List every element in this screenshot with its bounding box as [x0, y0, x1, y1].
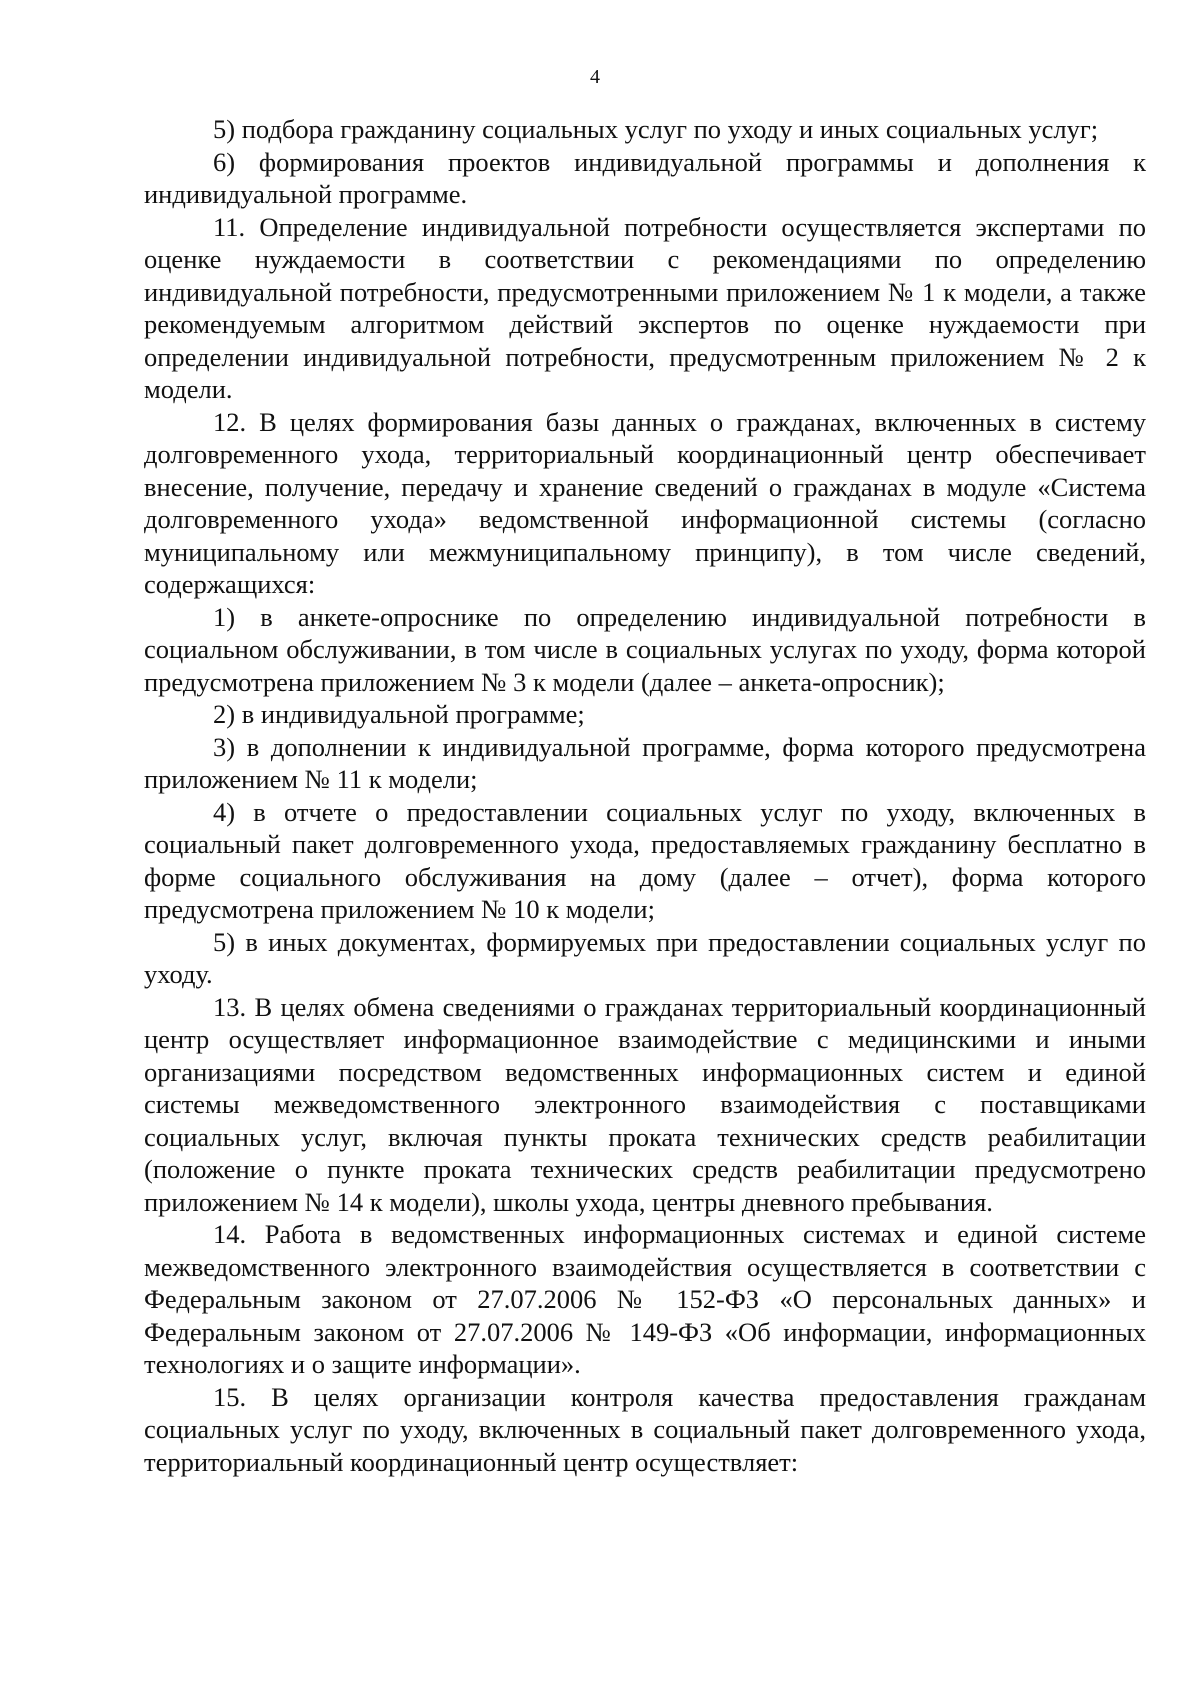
clause-12-item-4: 4) в отчете о предоставлении социальных услуг по уходу, включенных в социальный пакет долговременного ухода, предоставляемых гражданину бесплатно в форме социального обслуживания на дому (далее – отчет), форма которого предусмотрена приложением № 10 к модели; — [144, 796, 1146, 924]
clause-12-item-2: 2) в индивидуальной программе; — [213, 699, 585, 729]
list-item-6-projects: 6) формирования проектов индивидуальной программы и дополнения к индивидуальной программе. — [144, 146, 1146, 209]
clause-11: 11. Определение индивидуальной потребности осуществляется экспертами по оценке нуждаемости в соответствии с рекомендациями по определению индивидуальной потребности, предусмотренными приложением № 1 к модели, а также рекомендуемым алгоритмом действий экспертов по оценке нуждаемости при определении индивидуальной потребности, предусмотренным приложением № 2 к модели. — [144, 211, 1146, 404]
clause-13: 13. В целях обмена сведениями о гражданах территориальный координационный центр осуществляет информационное взаимодействие с медицинскими и иными организациями посредством ведомственных информационных систем и единой системы межведомственного электронного взаимодействия с поставщиками социальных услуг, включая пункты проката технических средств реабилитации (положение о пункте проката технических средств реабилитации предусмотрено приложением № 14 к модели), школы ухода, центры дневного пребывания. — [144, 991, 1146, 1217]
clause-12-item-3: 3) в дополнении к индивидуальной программе, форма которого предусмотрена приложением № 11 к модели; — [144, 731, 1146, 794]
clause-14: 14. Работа в ведомственных информационных системах и единой системе межведомственного электронного взаимодействия осуществляется в соответствии с Федеральным законом от 27.07.2006 № 152-ФЗ «О персональных данных» и Федеральным законом от 27.07.2006 № 149-ФЗ «Об информации, информационных технологиях и о защите информации». — [144, 1219, 1146, 1379]
clause-12: 12. В целях формирования базы данных о гражданах, включенных в систему долговременного ухода, территориальный координационный центр обеспечивает внесение, получение, передачу и хранение сведений о гражданах в модуле «Система долговременного ухода» ведомственной информационной системы (согласно муниципальному или межмуниципальному принципу), в том числе сведений, содержащихся: — [144, 406, 1146, 599]
clause-12-item-1: 1) в анкете-опроснике по определению индивидуальной потребности в социальном обслуживании, в том числе в социальных услугах по уходу, форма которой предусмотрена приложением № 3 к модели (далее – анкета-опросник); — [144, 601, 1146, 697]
document-body — [144, 113, 1146, 1478]
clause-12-item-5: 5) в иных документах, формируемых при предоставлении социальных услуг по уходу. — [144, 926, 1146, 989]
clause-15: 15. В целях организации контроля качества предоставления гражданам социальных услуг по уходу, включенных в социальный пакет долговременного ухода, территориальный координационный центр осуществляет: — [144, 1381, 1146, 1477]
list-item-5-selection: 5) подбора гражданину социальных услуг по уходу и иных социальных услуг; — [213, 114, 1099, 144]
page-number: 4 — [590, 66, 600, 88]
